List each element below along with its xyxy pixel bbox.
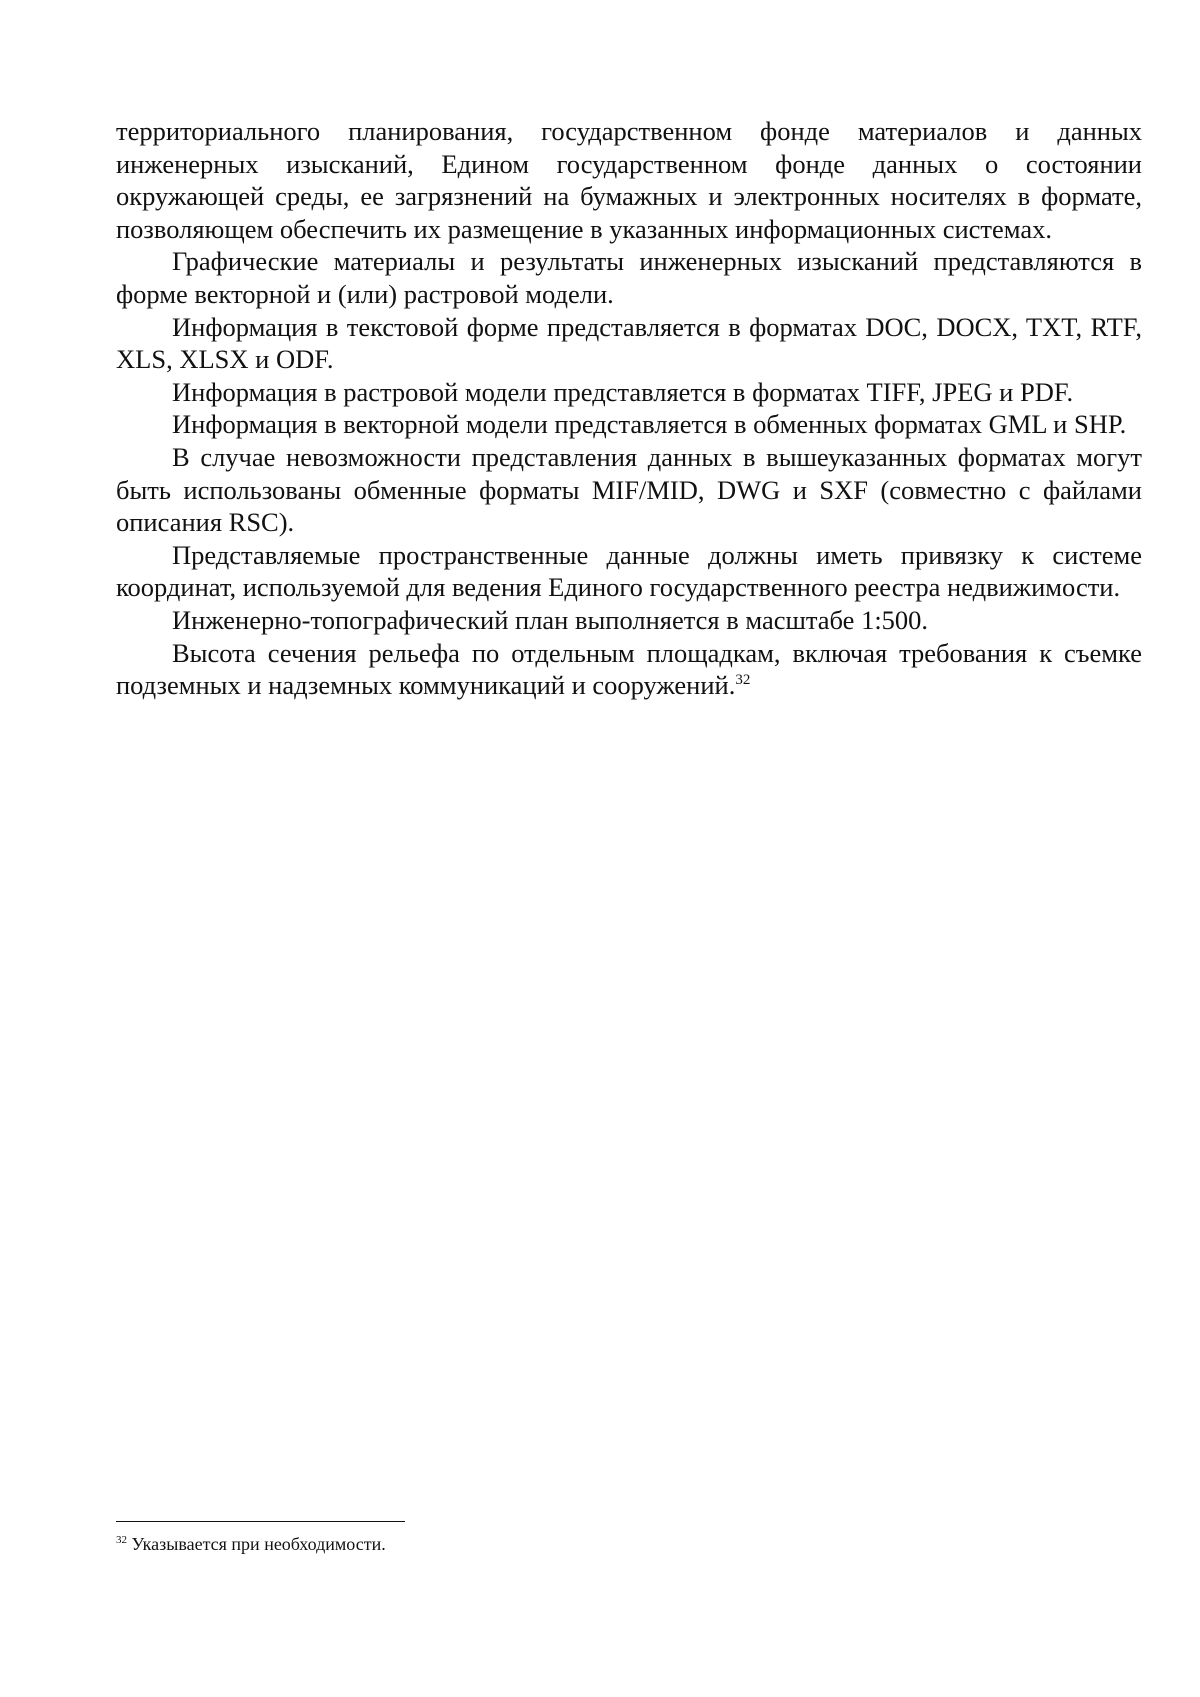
- paragraph-topographic-plan: Инженерно-топографический план выполняется в масштабе 1:500.: [172, 604, 929, 635]
- relief-section-text: Высота сечения рельефа по отдельным площадкам, включая требования к съемке подземных и надземных коммуникаций и сооружений.: [116, 637, 1142, 701]
- footnote-separator: [116, 1521, 405, 1522]
- paragraph-coordinate-system: Представляемые пространственные данные должны иметь привязку к системе координат, используемой для ведения Единого государственного реестра недвижимости.: [116, 539, 1142, 603]
- footnote: [116, 1533, 1142, 1555]
- footnote-text: Указывается при необходимости.: [131, 1534, 386, 1554]
- paragraph-text-formats: Информация в текстовой форме представляется в форматах DOC, DOCX, TXT, RTF, XLS, XLSX и ODF.: [116, 311, 1142, 375]
- paragraph-continuation: территориального планирования, государственном фонде материалов и данных инженерных изысканий, Едином государственном фонде данных о состоянии окружающей среды, ее загрязнений на бумажных и электронных носителях в формате, позволяющем обеспечить их размещение в указанных информационных системах.: [116, 116, 1142, 244]
- paragraph-alternative-formats: В случае невозможности представления данных в вышеуказанных форматах могут быть использованы обменные форматы MIF/MID, DWG и SXF (совместно с файлами описания RSC).: [116, 441, 1142, 538]
- document-body: [116, 115, 1142, 702]
- footnote-number: 32: [116, 1534, 127, 1546]
- footnote-reference[interactable]: 32: [735, 672, 751, 689]
- paragraph-raster-formats: Информация в растровой модели представляется в форматах TIFF, JPEG и PDF.: [172, 376, 1074, 407]
- paragraph-vector-formats: Информация в векторной модели представляется в обменных форматах GML и SHP.: [172, 409, 1127, 440]
- paragraph-graphic-materials: Графические материалы и результаты инженерных изысканий представляются в форме векторной и (или) растровой модели.: [116, 246, 1142, 309]
- paragraph-relief-section: [116, 637, 1142, 702]
